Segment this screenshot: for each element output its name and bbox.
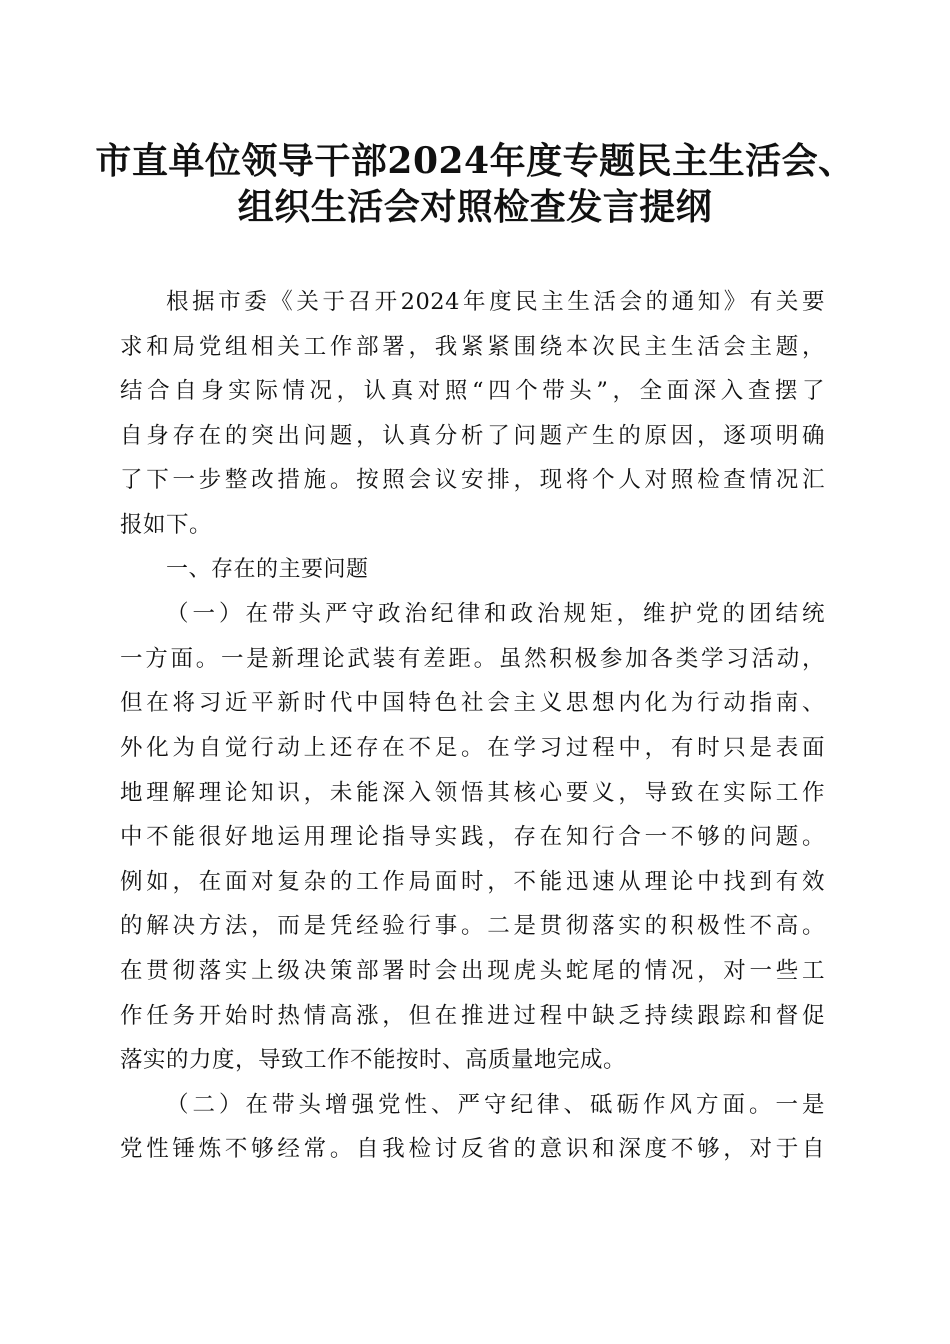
text-line: 一方面。一是新理论武装有差距。虽然积极参加各类学习活动， <box>120 645 825 672</box>
document-title <box>0 138 950 230</box>
section-heading <box>120 548 825 593</box>
text-line: 结合自身实际情况，认真对照“四个带头”，全面深入查摆了 <box>120 378 825 405</box>
text-line: 中不能很好地运用理论指导实践，存在知行合一不够的问题。 <box>120 824 825 851</box>
subsection-2-paragraph <box>120 1083 825 1172</box>
text-line: 在贯彻落实上级决策部署时会出现虎头蛇尾的情况，对一些工 <box>120 957 825 984</box>
document-body <box>120 280 825 1172</box>
text-line: 但在将习近平新时代中国特色社会主义思想内化为行动指南、 <box>120 690 825 717</box>
text-line: 求和局党组相关工作部署，我紧紧围绕本次民主生活会主题， <box>120 333 825 360</box>
text-line: 落实的力度，导致工作不能按时、高质量地完成。 <box>120 1047 627 1074</box>
section-heading-text: 一、存在的主要问题 <box>166 556 369 582</box>
text-line: 的解决方法，而是凭经验行事。二是贯彻落实的积极性不高。 <box>120 913 825 940</box>
text-line: 自身存在的突出问题，认真分析了问题产生的原因，逐项明确 <box>120 422 825 449</box>
text-line: 作任务开始时热情高涨，但在推进过程中缺乏持续跟踪和督促 <box>120 1002 825 1029</box>
text-line: （一）在带头严守政治纪律和政治规矩，维护党的团结统 <box>166 601 825 628</box>
text-line: 根据市委《关于召开2024年度民主生活会的通知》有关要 <box>166 289 825 315</box>
text-line: 例如，在面对复杂的工作局面时，不能迅速从理论中找到有效 <box>120 868 825 895</box>
subsection-1-paragraph <box>120 592 825 1083</box>
title-line-1: 市直单位领导干部2024年度专题民主生活会、 <box>95 140 855 182</box>
text-line: 地理解理论知识，未能深入领悟其核心要义，导致在实际工作 <box>120 779 825 806</box>
intro-paragraph <box>120 280 825 548</box>
text-line: 了下一步整改措施。按照会议安排，现将个人对照检查情况汇 <box>120 467 825 494</box>
title-line-2: 组织生活会对照检查发言提纲 <box>237 186 713 228</box>
text-line: 外化为自觉行动上还存在不足。在学习过程中，有时只是表面 <box>120 734 825 761</box>
text-line: 报如下。 <box>120 511 213 538</box>
text-line: 党性锤炼不够经常。自我检讨反省的意识和深度不够，对于自 <box>120 1136 825 1163</box>
text-line: （二）在带头增强党性、严守纪律、砥砺作风方面。一是 <box>166 1091 825 1118</box>
